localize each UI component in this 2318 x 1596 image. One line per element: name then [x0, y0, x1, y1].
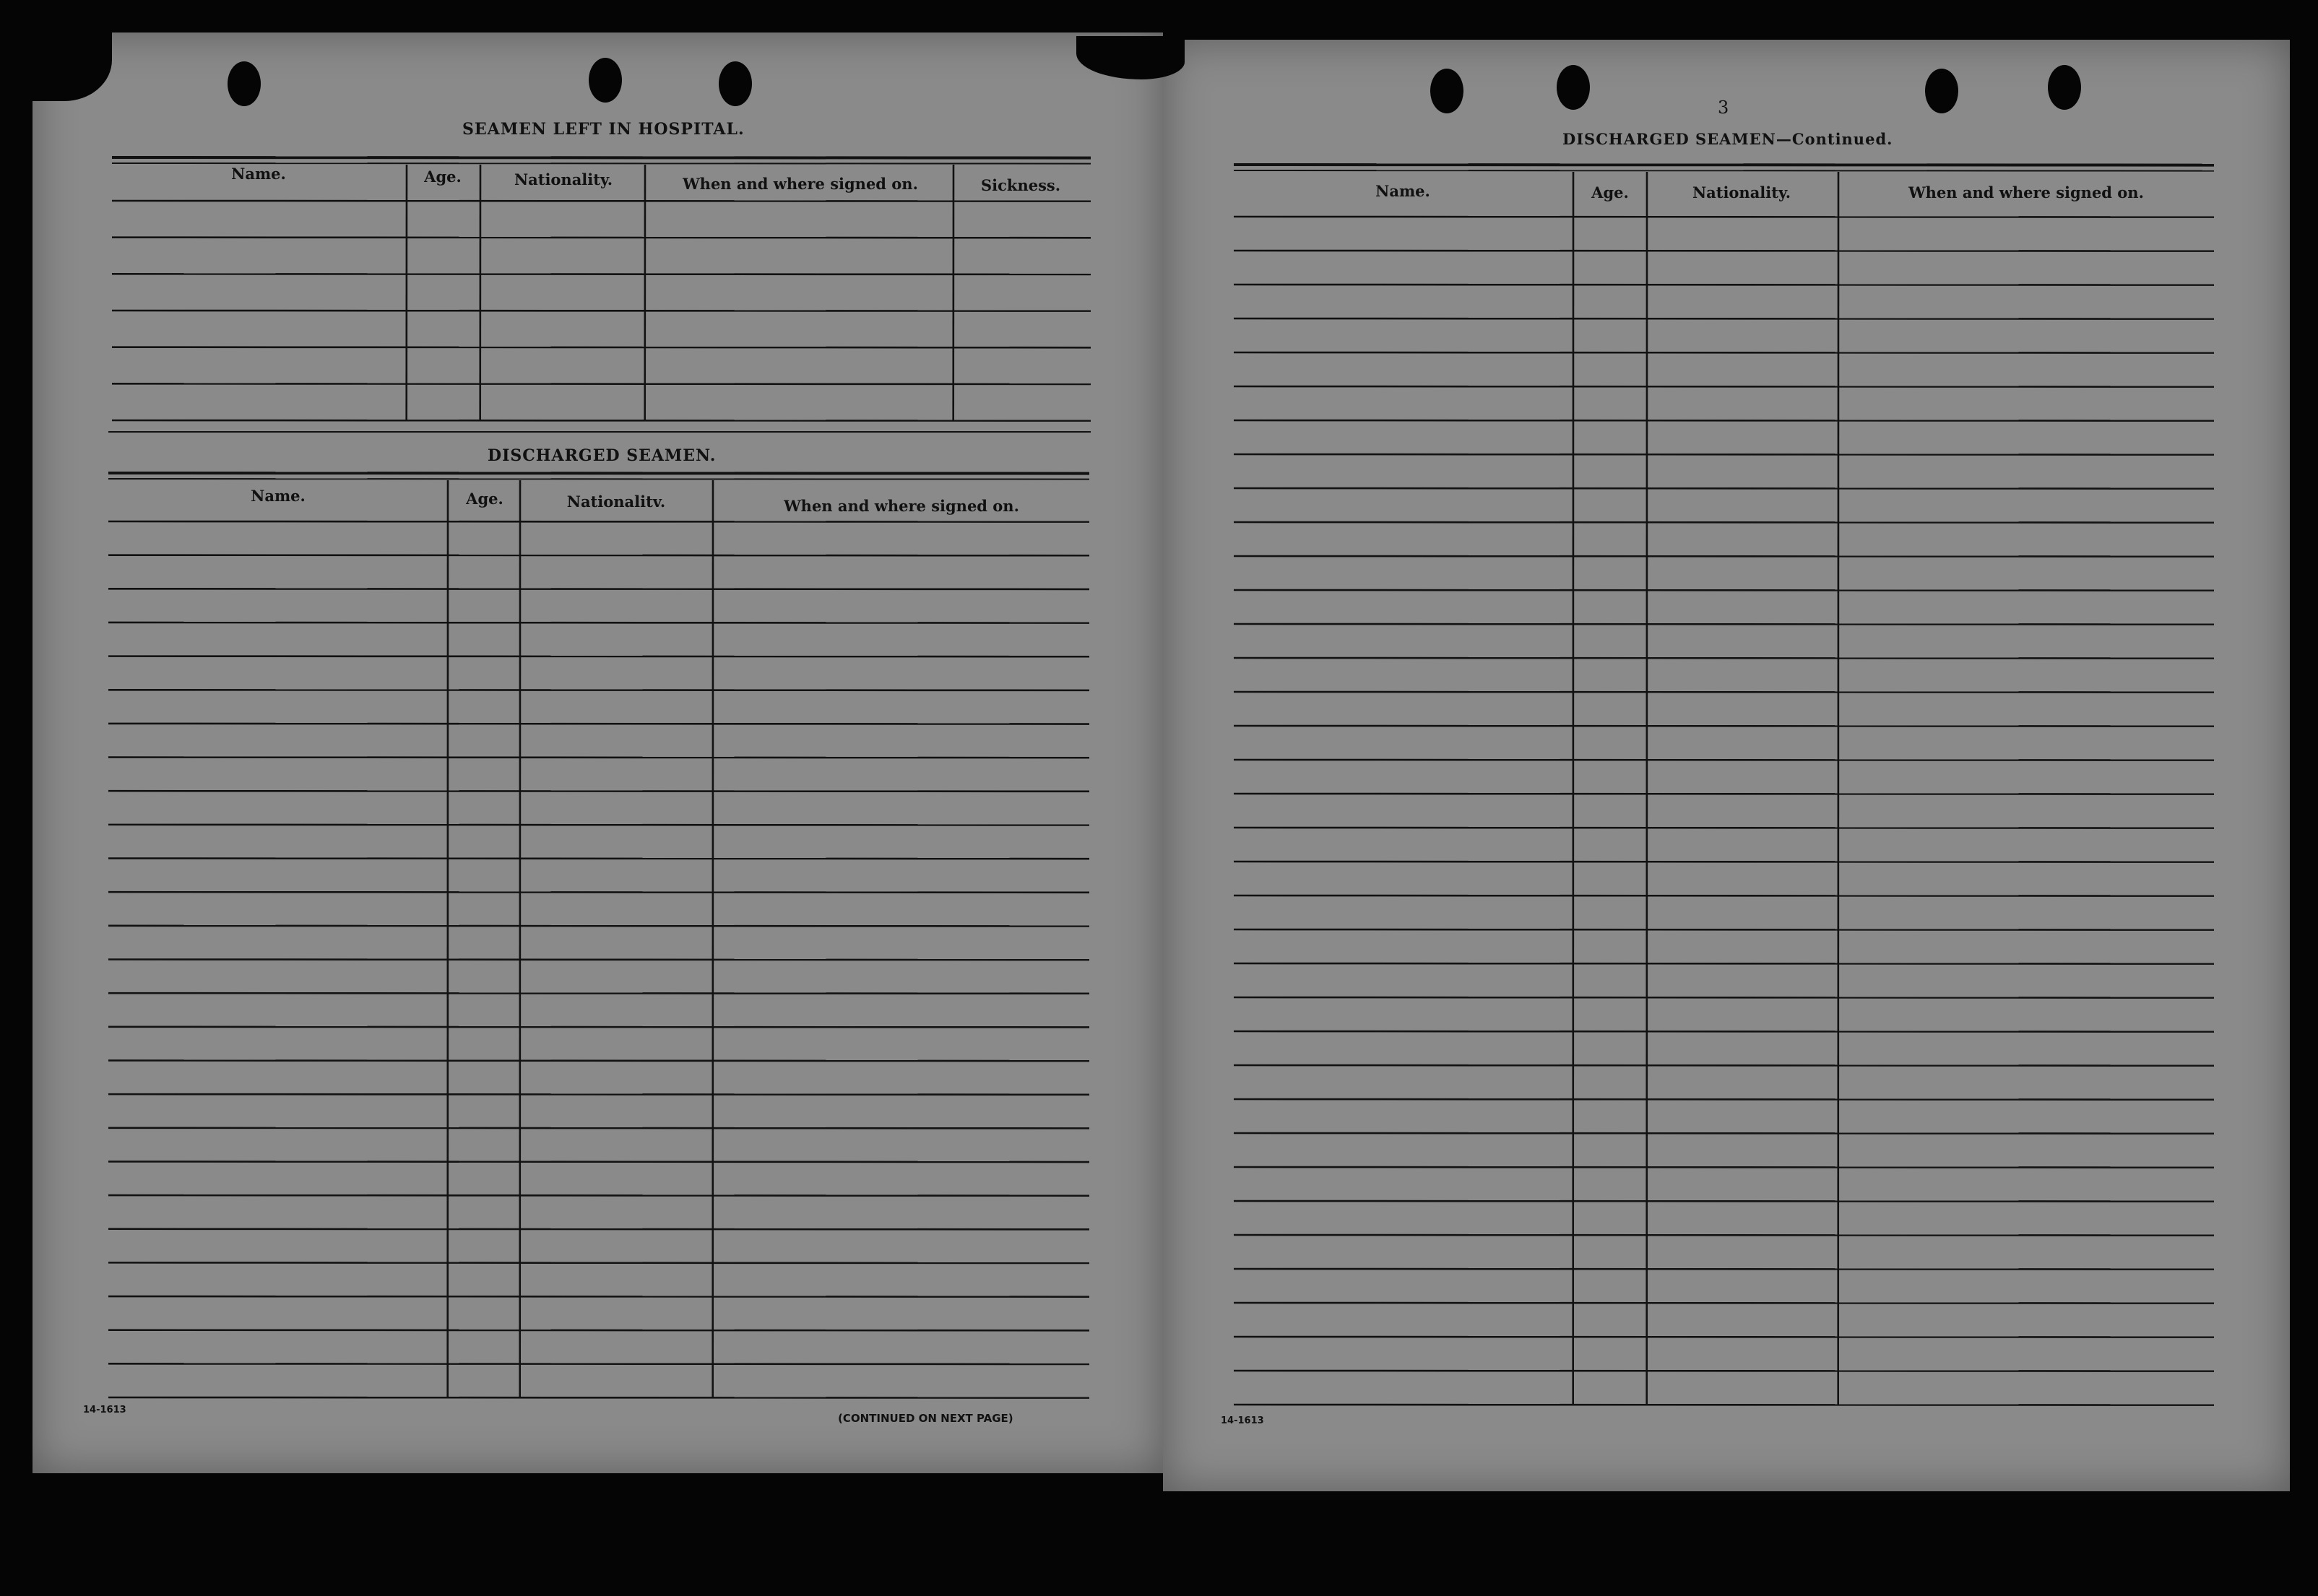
discharged-top-rule	[108, 473, 1089, 474]
discharged-row-rule	[108, 993, 1089, 994]
discharged-col-nationality: Nationalitv.	[566, 493, 666, 511]
continued-top-rule	[1234, 170, 2214, 171]
continued-row-rule	[1234, 1303, 2214, 1304]
discharged-row-rule	[108, 1195, 1089, 1196]
discharged-row-rule	[108, 1262, 1089, 1263]
continued-row-rule	[1234, 488, 2214, 489]
continued-row-rule	[1234, 318, 2214, 319]
discharged-row-rule	[108, 1128, 1089, 1129]
discharged-row-rule	[108, 1161, 1089, 1162]
continued-row-rule	[1234, 556, 2214, 557]
form-number: 14-1613	[83, 1405, 126, 1415]
hospital-row-rule	[112, 420, 1091, 421]
hospital-top-rule	[112, 163, 1091, 164]
discharged-row-rule	[108, 1296, 1089, 1297]
discharged-row-rule	[108, 1330, 1089, 1331]
discharged-row-rule	[108, 555, 1089, 556]
discharged-row-rule	[108, 892, 1089, 893]
form-number-right: 14-1613	[1221, 1415, 1264, 1426]
hospital-col-name: Name.	[231, 165, 286, 183]
continued-row-rule	[1234, 624, 2214, 625]
discharged-row-rule	[108, 1229, 1089, 1230]
hospital-row-rule	[112, 347, 1091, 348]
continued-row-rule	[1234, 692, 2214, 693]
discharged-col-signed-on: When and where signed on.	[784, 497, 1019, 515]
continued-row-rule	[1234, 1269, 2214, 1270]
continued-col-name: Name.	[1375, 182, 1430, 200]
continued-row-rule	[1234, 1167, 2214, 1168]
hospital-top-rule	[112, 157, 1091, 158]
hospital-table-title: SEAMEN LEFT IN HOSPITAL.	[462, 120, 745, 139]
continued-row-rule	[1234, 726, 2214, 727]
continued-row-rule	[1234, 963, 2214, 964]
continued-row-rule	[1234, 997, 2214, 998]
continued-col-signed-on: When and where signed on.	[1908, 183, 2144, 201]
discharged-col-name: Name.	[251, 487, 306, 505]
continued-row-rule	[1234, 454, 2214, 455]
discharged-row-rule	[108, 1397, 1089, 1398]
continued-row-rule	[1234, 1201, 2214, 1202]
continued-row-rule	[1234, 1133, 2214, 1134]
hospital-col-age: Age.	[424, 168, 462, 186]
discharged-row-rule	[108, 1094, 1089, 1095]
page-number: 3	[1718, 97, 1729, 118]
continued-row-rule	[1234, 522, 2214, 523]
continued-row-rule	[1234, 1065, 2214, 1066]
continued-table-title: DISCHARGED SEAMEN—Continued.	[1562, 130, 1893, 148]
continued-row-rule	[1234, 352, 2214, 353]
continued-row-rule	[1234, 1099, 2214, 1100]
continued-note: (CONTINUED ON NEXT PAGE)	[838, 1412, 1013, 1425]
hospital-col-sickness: Sickness.	[980, 176, 1061, 194]
discharged-row-rule	[108, 1027, 1089, 1028]
discharged-row-rule	[108, 926, 1089, 927]
continued-row-rule	[1234, 929, 2214, 930]
continued-row-rule	[1234, 590, 2214, 591]
discharged-row-rule	[108, 1060, 1089, 1061]
discharged-row-rule	[108, 521, 1089, 522]
discharged-row-rule	[108, 1363, 1089, 1364]
discharged-row-rule	[108, 791, 1089, 792]
hospital-row-rule	[112, 383, 1091, 384]
continued-col-nationality: Nationality.	[1692, 183, 1791, 201]
continued-row-rule	[1234, 386, 2214, 387]
continued-row-rule	[1234, 1031, 2214, 1032]
continued-row-rule	[1234, 420, 2214, 421]
discharged-col-age: Age.	[466, 490, 503, 508]
continued-row-rule	[1234, 658, 2214, 659]
continued-col-age: Age.	[1591, 183, 1629, 201]
continued-row-rule	[1234, 895, 2214, 896]
hospital-col-signed-on: When and where signed on.	[683, 175, 918, 193]
hospital-col-nationality: Nationality.	[514, 170, 613, 188]
continued-row-rule	[1234, 1235, 2214, 1236]
discharged-table-title: DISCHARGED SEAMEN.	[488, 446, 717, 465]
discharged-row-rule	[108, 656, 1089, 657]
discharged-top-rule	[108, 479, 1089, 480]
